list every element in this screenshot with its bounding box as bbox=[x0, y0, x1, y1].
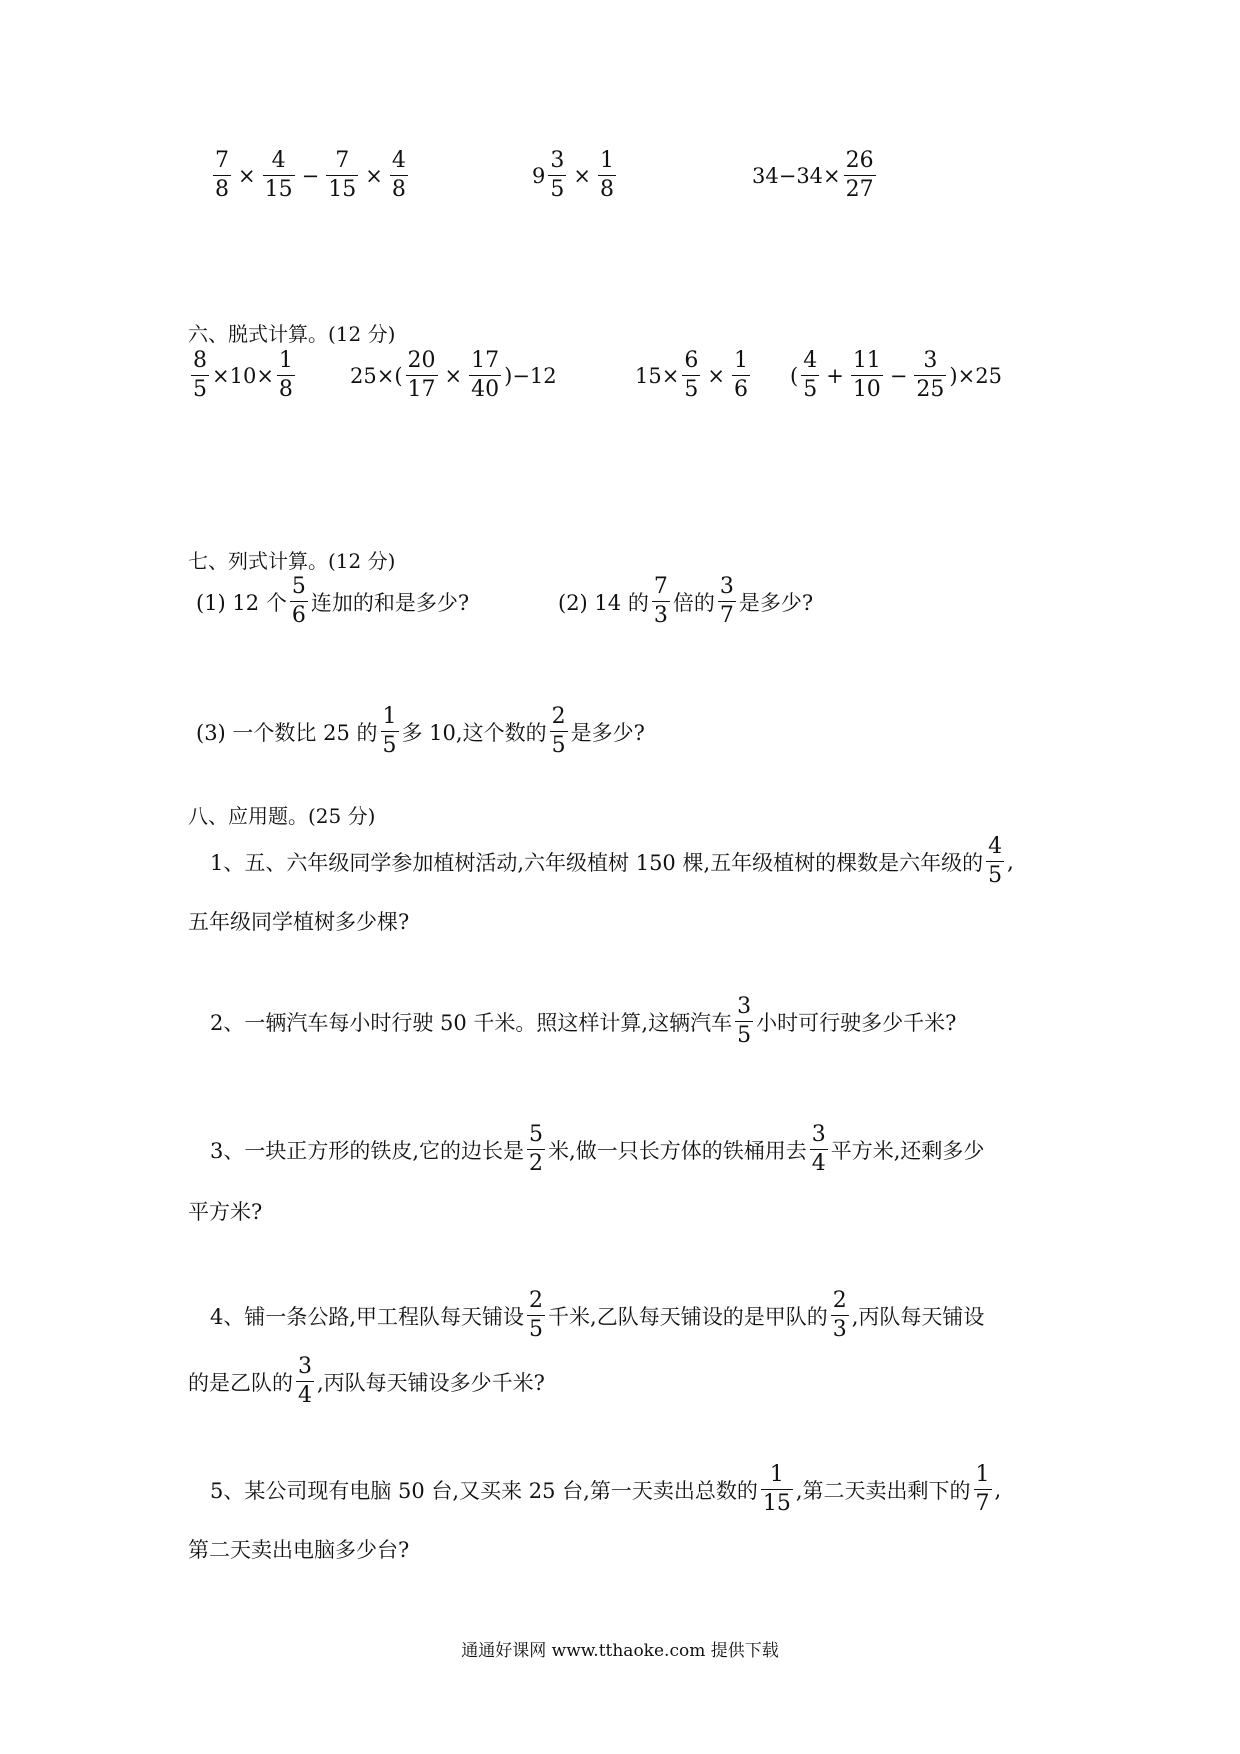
fraction: $\frac{8}{5}$ bbox=[193, 348, 207, 402]
fraction: $\frac{4}{5}$ bbox=[988, 834, 1003, 888]
footer-credit: 通通好课网 www.tthaoke.com 提供下载 bbox=[461, 1641, 779, 1661]
fraction: $\frac{26}{27}$ bbox=[845, 148, 874, 202]
fraction: $\frac{3}{4}$ bbox=[298, 1354, 312, 1408]
fraction: $\frac{17}{40}$ bbox=[471, 348, 500, 402]
fraction: $\frac{2}{3}$ bbox=[832, 1288, 847, 1342]
top-expression-2: 9 $\frac{3}{5}$ × $\frac{1}{8}$ bbox=[532, 148, 614, 202]
fraction: $\frac{3}{7}$ bbox=[719, 574, 734, 628]
problem-5-line-1: 5、某公司现有电脑 50 台,又买来 25 台,第一天卖出总数的 $\frac{1}{15}$ ,第二天卖出剩下的 $\frac{1}{7}$ , bbox=[210, 1462, 1002, 1516]
mixed-number: 9 $\frac{3}{5}$ bbox=[532, 148, 565, 202]
problem-4-line-2: 的是乙队的 $\frac{3}{4}$ ,丙队每天铺设多少千米? bbox=[188, 1354, 545, 1408]
section-8-title: 八、应用题。(25 分) bbox=[188, 804, 376, 828]
fraction: $\frac{7}{8}$ bbox=[215, 148, 229, 202]
fraction: $\frac{2}{5}$ bbox=[529, 1288, 544, 1342]
fraction: $\frac{20}{17}$ bbox=[407, 348, 436, 402]
section-7-question-3: (3) 一个数比 25 的 $\frac{1}{5}$ 多 10,这个数的 $\frac{2}{5}$ 是多少? bbox=[196, 704, 645, 758]
fraction: $\frac{1}{8}$ bbox=[278, 348, 293, 402]
fraction: $\frac{2}{5}$ bbox=[551, 704, 566, 758]
fraction: $\frac{3}{5}$ bbox=[550, 148, 565, 202]
fraction: $\frac{7}{15}$ bbox=[328, 148, 357, 202]
section-6-expression-1: $\frac{8}{5}$ ×10× $\frac{1}{8}$ bbox=[193, 348, 293, 402]
fraction: $\frac{1}{15}$ bbox=[762, 1462, 791, 1516]
fraction: $\frac{4}{15}$ bbox=[264, 148, 293, 202]
fraction: $\frac{4}{5}$ bbox=[803, 348, 818, 402]
fraction: $\frac{1}{6}$ bbox=[733, 348, 748, 402]
top-expression-1: $\frac{7}{8}$ × $\frac{4}{15}$ − $\frac{7}{15}$ × $\frac{4}{8}$ bbox=[215, 148, 406, 202]
section-7-title: 七、列式计算。(12 分) bbox=[188, 549, 396, 573]
fraction: $\frac{1}{8}$ bbox=[599, 148, 614, 202]
fraction: $\frac{4}{8}$ bbox=[391, 148, 406, 202]
problem-5-line-2: 第二天卖出电脑多少台? bbox=[188, 1538, 410, 1562]
problem-3-line-2: 平方米? bbox=[188, 1200, 263, 1224]
fraction: $\frac{3}{5}$ bbox=[737, 994, 752, 1048]
section-6-title: 六、脱式计算。(12 分) bbox=[188, 322, 396, 346]
problem-1-line-2: 五年级同学植树多少棵? bbox=[188, 910, 410, 934]
problem-3-line-1: 3、一块正方形的铁皮,它的边长是 $\frac{5}{2}$ 米,做一只长方体的铁桶用去 $\frac{3}{4}$ 平方米,还剩多少 bbox=[210, 1122, 985, 1176]
problem-4-line-1: 4、铺一条公路,甲工程队每天铺设 $\frac{2}{5}$ 千米,乙队每天铺设的是甲队的 $\frac{2}{3}$ ,丙队每天铺设 bbox=[210, 1288, 985, 1342]
section-6-expression-2: 25×( $\frac{20}{17}$ × $\frac{17}{40}$ )−12 bbox=[350, 348, 557, 402]
fraction: $\frac{7}{3}$ bbox=[653, 574, 668, 628]
fraction: $\frac{11}{10}$ bbox=[852, 348, 881, 402]
fraction: $\frac{3}{4}$ bbox=[811, 1122, 826, 1176]
problem-2: 2、一辆汽车每小时行驶 50 千米。照这样计算,这辆汽车 $\frac{3}{5}$ 小时可行驶多少千米? bbox=[210, 994, 957, 1048]
fraction: $\frac{1}{5}$ bbox=[382, 704, 397, 758]
fraction: $\frac{3}{25}$ bbox=[916, 348, 945, 402]
fraction: $\frac{5}{6}$ bbox=[291, 574, 306, 628]
section-7-question-1: (1) 12 个 $\frac{5}{6}$ 连加的和是多少? bbox=[196, 574, 470, 628]
fraction: $\frac{6}{5}$ bbox=[684, 348, 699, 402]
section-6-expression-4: ( $\frac{4}{5}$ + $\frac{11}{10}$ − $\frac{3}{25}$ )×25 bbox=[790, 348, 1002, 402]
section-7-question-2: (2) 14 的 $\frac{7}{3}$ 倍的 $\frac{3}{7}$ 是多少? bbox=[558, 574, 814, 628]
fraction: $\frac{1}{7}$ bbox=[975, 1462, 990, 1516]
top-expression-3: 34−34× $\frac{26}{27}$ bbox=[752, 148, 874, 202]
problem-1-line-1: 1、五、六年级同学参加植树活动,六年级植树 150 棵,五年级植树的棵数是六年级的 $\frac{4}{5}$ , bbox=[210, 834, 1014, 888]
section-6-expression-3: 15× $\frac{6}{5}$ × $\frac{1}{6}$ bbox=[635, 348, 748, 402]
fraction: $\frac{5}{2}$ bbox=[529, 1122, 544, 1176]
